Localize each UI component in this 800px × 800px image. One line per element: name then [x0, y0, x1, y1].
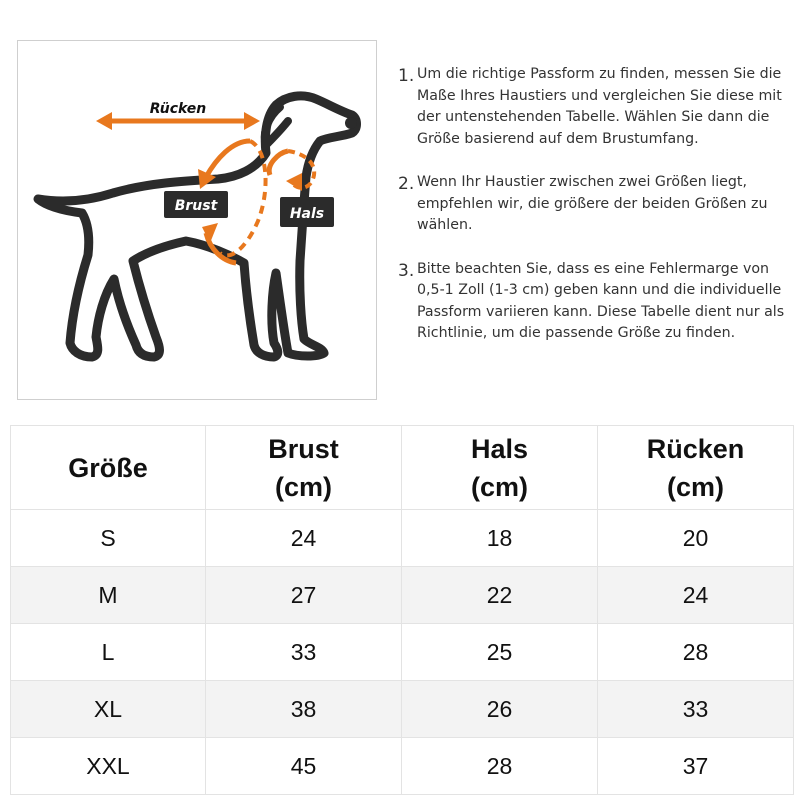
- instruction-2: [398, 172, 790, 237]
- cell-back: 24: [598, 567, 794, 624]
- cell-back: 37: [598, 738, 794, 795]
- cell-chest: 33: [206, 624, 402, 681]
- header-unit: (cm): [666, 471, 724, 502]
- header-line: Größe: [68, 452, 148, 483]
- cell-size: XL: [11, 681, 206, 738]
- cell-size: M: [11, 567, 206, 624]
- chest-arrow-bottom: [202, 223, 218, 243]
- cell-chest: 38: [206, 681, 402, 738]
- header-line: Rücken: [646, 433, 745, 464]
- header-unit: (cm): [274, 471, 332, 502]
- dog-nose: [345, 117, 357, 129]
- instruction-number: 3.: [398, 260, 415, 281]
- cell-neck: 18: [402, 510, 598, 567]
- header-neck: [402, 426, 598, 510]
- cell-size: L: [11, 624, 206, 681]
- table-header-row: [11, 426, 794, 510]
- instruction-text: Wenn Ihr Haustier zwischen zwei Größen liegt, empfehlen wir, die größere der beiden Größen zu wählen.: [417, 174, 768, 233]
- cell-size: XXL: [11, 738, 206, 795]
- back-label: Rücken: [149, 101, 207, 117]
- instructions: [398, 64, 790, 367]
- dog-measurement-diagram: [17, 40, 377, 400]
- cell-chest: 24: [206, 510, 402, 567]
- header-chest: [206, 426, 402, 510]
- table-row: [11, 567, 794, 624]
- instruction-3: [398, 259, 790, 345]
- table-row: [11, 624, 794, 681]
- instruction-text: Um die richtige Passform zu finden, messen Sie die Maße Ihres Haustiers und vergleichen Sie diese mit der untenstehenden Tabelle. Wählen Sie dann die Größe basierend auf dem Brustumfang.: [417, 66, 782, 147]
- cell-neck: 22: [402, 567, 598, 624]
- size-chart-table: [10, 425, 794, 795]
- cell-back: 33: [598, 681, 794, 738]
- neck-label: Hals: [289, 206, 325, 222]
- cell-size: S: [11, 510, 206, 567]
- cell-neck: 28: [402, 738, 598, 795]
- header-line: Hals: [470, 433, 529, 464]
- table-row: [11, 681, 794, 738]
- cell-chest: 45: [206, 738, 402, 795]
- dog-illustration: [18, 41, 378, 401]
- instruction-number: 2.: [398, 174, 415, 194]
- cell-back: 20: [598, 510, 794, 567]
- cell-back: 28: [598, 624, 794, 681]
- table-row: [11, 510, 794, 567]
- table-row: [11, 738, 794, 795]
- instruction-1: [398, 64, 790, 150]
- chest-label: Brust: [174, 198, 218, 214]
- cell-chest: 27: [206, 567, 402, 624]
- header-unit: (cm): [470, 471, 528, 502]
- header-back: [598, 426, 794, 510]
- cell-neck: 26: [402, 681, 598, 738]
- header-line: Brust: [268, 433, 339, 464]
- instruction-text: Bitte beachten Sie, dass es eine Fehlermarge von 0,5-1 Zoll (1-3 cm) geben kann und die individuelle Passform variieren kann. Diese Tabelle dient nur als Richtlinie, um die passende Größe zu finden.: [417, 260, 785, 341]
- header-size: [11, 426, 206, 510]
- cell-neck: 25: [402, 624, 598, 681]
- neck-arrow: [286, 173, 302, 191]
- instruction-number: 1.: [398, 66, 415, 86]
